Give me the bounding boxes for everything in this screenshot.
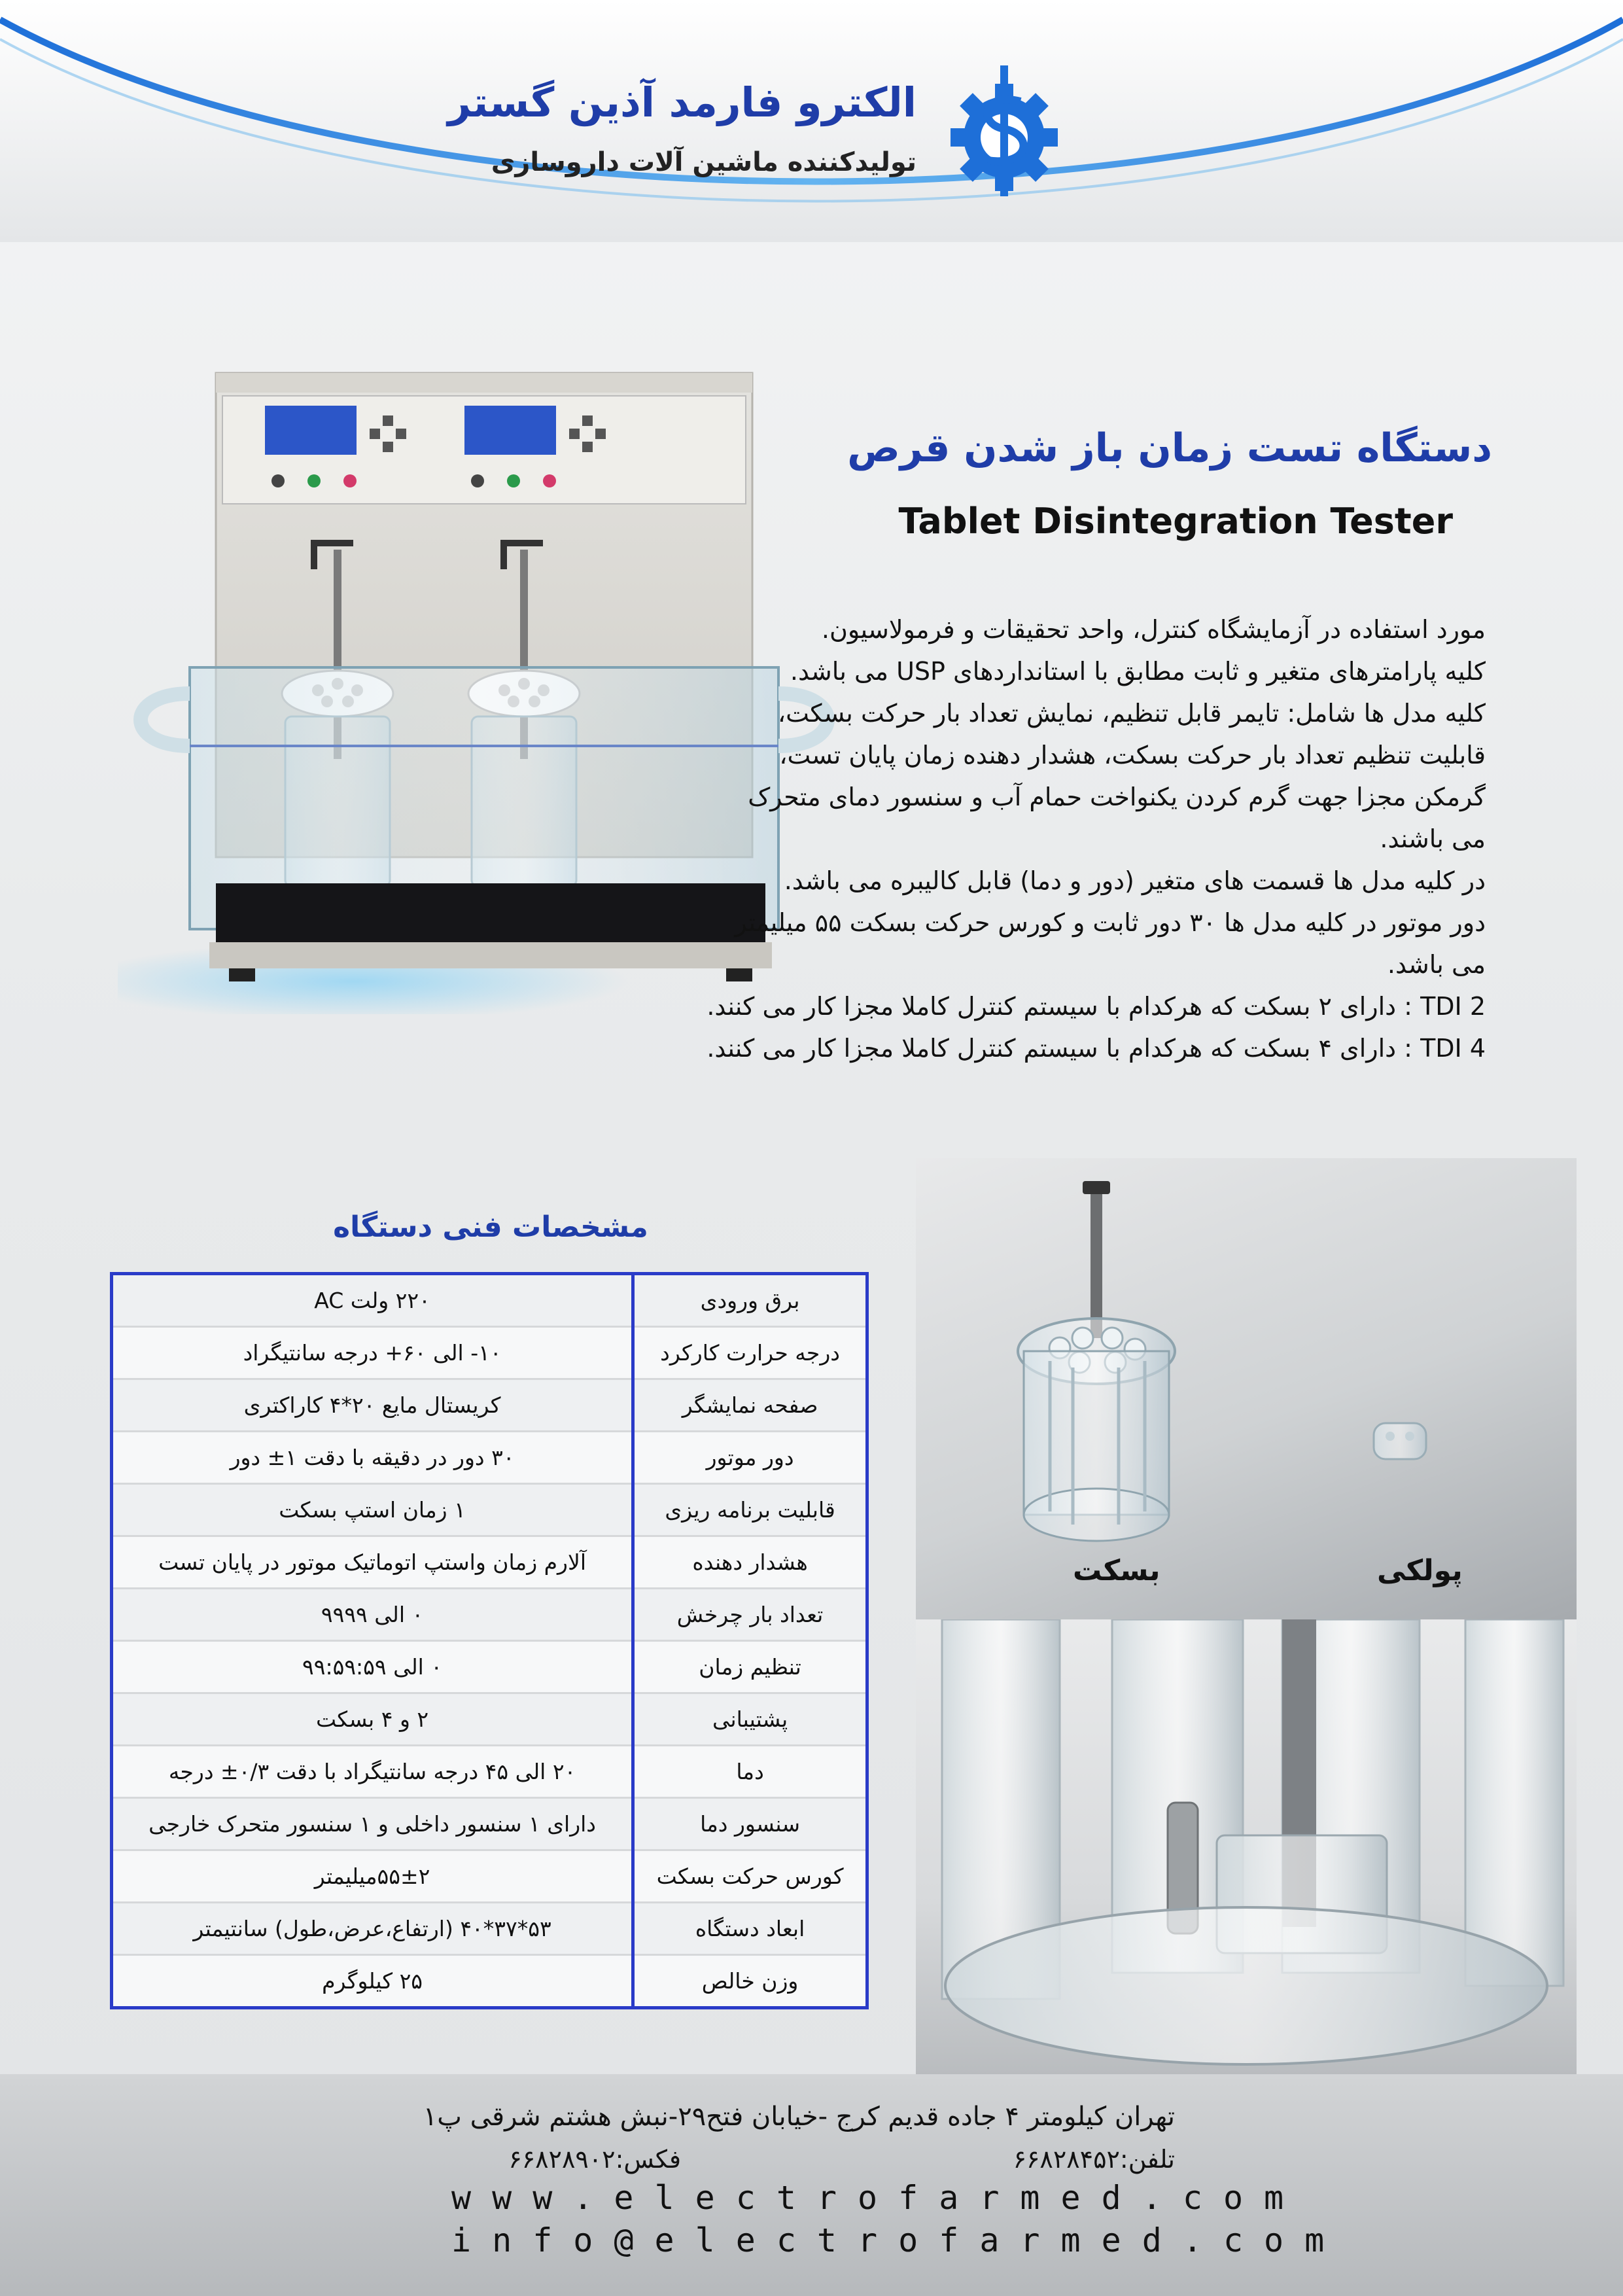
spec-label: کورس حرکت بسکت xyxy=(633,1850,867,1903)
spec-label: دما xyxy=(633,1746,867,1798)
company-website-link[interactable]: www.electrofarmed.com xyxy=(451,2179,1305,2217)
spec-value: ۲۰ الی ۴۵ درجه سانتیگراد با دقت ۰/۳± درجه xyxy=(112,1746,633,1798)
table-row xyxy=(112,1903,867,1955)
description-line: TDI 2 : دارای ۲ بسکت که هرکدام با سیستم کنترل کاملا مجزا کار می کنند. xyxy=(707,992,1486,1021)
spec-title: مشخصات فنی دستگاه xyxy=(333,1210,648,1244)
spec-value: ۲۲۰ ولت AC xyxy=(112,1274,633,1327)
description-line: در کلیه مدل ها قسمت های متغیر (دور و دما) قابل کالیبره می باشد. xyxy=(784,866,1486,895)
description-line: می باشند. xyxy=(1380,824,1486,853)
basket-closeup-photo xyxy=(916,1619,1577,2081)
product-title-fa: دستگاه تست زمان باز شدن قرص xyxy=(847,425,1492,471)
table-row xyxy=(112,1274,867,1327)
basket-label: بسکت xyxy=(1073,1554,1161,1587)
spec-value: ۵۳*۳۷*۴۰ (ارتفاع،عرض،طول) سانتیمتر xyxy=(112,1903,633,1955)
table-row xyxy=(112,1379,867,1432)
description-line: گرمکن مجزا جهت گرم کردن یکنواخت حمام آب و سنسور دمای متحرک xyxy=(748,783,1486,811)
basket-photo xyxy=(916,1158,1577,1619)
brand-name: الکترو فارمد آذین گستر xyxy=(447,79,916,126)
company-logo-icon xyxy=(942,56,1066,203)
spec-label: تعداد بار چرخش xyxy=(633,1589,867,1641)
table-row xyxy=(112,1746,867,1798)
spec-label: پشتیبانی xyxy=(633,1693,867,1746)
company-fax: فکس:۶۶۸۲۸۹۰۲ xyxy=(508,2145,681,2174)
product-description xyxy=(707,609,1486,1069)
spec-value: ۵۵±۲میلیمتر xyxy=(112,1850,633,1903)
spec-value: ۱ زمان استپ بسکت xyxy=(112,1484,633,1536)
spec-label: ابعاد دستگاه xyxy=(633,1903,867,1955)
brand-tagline: تولیدکننده ماشین آلات داروسازی xyxy=(491,147,916,177)
spec-label: برق ورودی xyxy=(633,1274,867,1327)
spec-value: دارای ۱ سنسور داخلی و ۱ سنسور متحرک خارجی xyxy=(112,1798,633,1850)
spec-table xyxy=(110,1272,869,2009)
spec-label: تنظیم زمان xyxy=(633,1641,867,1693)
spec-value: ۲۵ کیلوگرم xyxy=(112,1955,633,2008)
table-row xyxy=(112,1850,867,1903)
spec-value: ۱۰- الی ۶۰+ درجه سانتیگراد xyxy=(112,1327,633,1379)
description-line: کلیه پارامترهای متغیر و ثابت مطابق با استانداردهای USP می باشد. xyxy=(790,657,1486,686)
table-row xyxy=(112,1327,867,1379)
table-row xyxy=(112,1432,867,1484)
spec-label: دور موتور xyxy=(633,1432,867,1484)
spec-value: ۲ و ۴ بسکت xyxy=(112,1693,633,1746)
table-row xyxy=(112,1693,867,1746)
closeup-illustration xyxy=(916,1619,1577,2081)
spec-label: هشدار دهنده xyxy=(633,1536,867,1589)
basket-illustration xyxy=(916,1158,1577,1619)
spec-value: ۰ الی ۹۹۹۹ xyxy=(112,1589,633,1641)
spec-value: کریستال مایع ۲۰*۴ کاراکتری xyxy=(112,1379,633,1432)
description-line: قابلیت تنظیم تعداد بار حرکت بسکت، هشدار دهنده زمان پایان تست، xyxy=(779,741,1486,769)
description-line: دور موتور در کلیه مدل ها ۳۰ دور ثابت و کورس حرکت بسکت ۵۵ میلیمتر xyxy=(735,908,1486,937)
description-line: مورد استفاده در آزمایشگاه کنترل، واحد تحقیقات و فرمولاسیون. xyxy=(821,615,1486,644)
table-row xyxy=(112,1955,867,2008)
spec-value: ۳۰ دور در دقیقه با دقت ۱± دور xyxy=(112,1432,633,1484)
spec-label: سنسور دما xyxy=(633,1798,867,1850)
company-phone: تلفن:۶۶۸۲۸۴۵۲ xyxy=(1013,2145,1175,2174)
table-row xyxy=(112,1484,867,1536)
spec-label: صفحه نمایشگر xyxy=(633,1379,867,1432)
disc-label: پولکی xyxy=(1377,1554,1463,1587)
spec-label: قابلیت برنامه ریزی xyxy=(633,1484,867,1536)
spec-label: وزن خالص xyxy=(633,1955,867,2008)
description-line: TDI 4 : دارای ۴ بسکت که هرکدام با سیستم کنترل کاملا مجزا کار می کنند. xyxy=(707,1034,1486,1063)
table-row xyxy=(112,1798,867,1850)
table-row xyxy=(112,1536,867,1589)
table-row xyxy=(112,1589,867,1641)
table-row xyxy=(112,1641,867,1693)
company-email-link[interactable]: info@electrofarmed.com xyxy=(451,2221,1346,2259)
spec-label: درجه حرارت کارکرد xyxy=(633,1327,867,1379)
company-address: تهران کیلومتر ۴ جاده قدیم کرج -خیابان فتح۲۹-نبش هشتم شرقی پ۱ xyxy=(423,2102,1175,2132)
description-line: کلیه مدل ها شامل: تایمر قابل تنظیم، نمایش تعداد بار حرکت بسکت، xyxy=(777,699,1486,728)
description-line: می باشد. xyxy=(1387,950,1486,979)
spec-value: ۰ الی ۹۹:۵۹:۵۹ xyxy=(112,1641,633,1693)
spec-value: آلارم زمان واستپ اتوماتیک موتور در پایان تست xyxy=(112,1536,633,1589)
product-title-en: Tablet Disintegration Tester xyxy=(898,501,1453,542)
